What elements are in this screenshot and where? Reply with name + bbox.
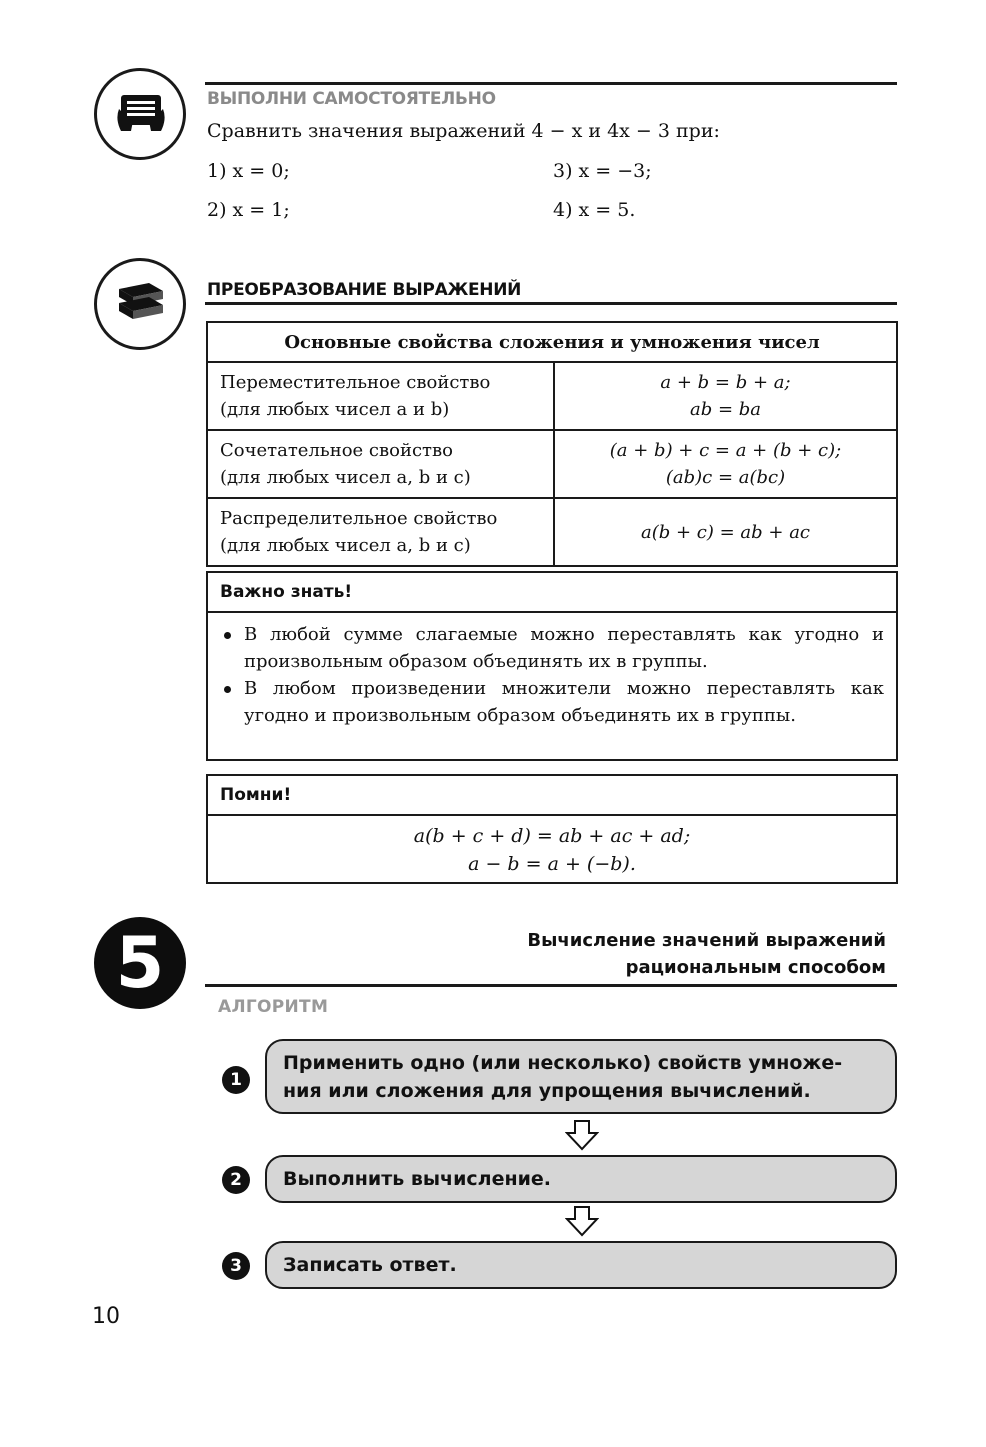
property-condition: (для любых чисел a, b и c) xyxy=(220,535,471,556)
section-rule xyxy=(205,984,897,987)
section-title-practice: ВЫПОЛНИ САМОСТОЯТЕЛЬНО xyxy=(207,89,496,109)
algorithm-step-1 xyxy=(265,1039,897,1114)
property-formula: a(b + c) = ab + ac xyxy=(640,521,811,543)
algorithm-label: АЛГОРИТМ xyxy=(218,997,329,1017)
task-text: Сравнить значения выражений 4 − x и 4x − 3 при: xyxy=(207,120,720,142)
page-number: 10 xyxy=(92,1304,120,1329)
algorithm-step-2 xyxy=(265,1155,897,1203)
section-rule xyxy=(205,302,897,305)
property-formula: (ab)c = a(bc) xyxy=(665,467,786,488)
task-item-4: 4) x = 5. xyxy=(553,199,636,221)
property-condition: (для любых чисел a, b и c) xyxy=(220,467,471,488)
books-icon xyxy=(94,258,186,350)
property-name: Сочетательное свойство xyxy=(220,440,453,461)
property-formula: a + b = b + a; xyxy=(660,372,791,393)
step-marker-3: 3 xyxy=(222,1252,250,1280)
algorithm-step-3 xyxy=(265,1241,897,1289)
down-arrow-icon xyxy=(565,1205,599,1237)
remember-box xyxy=(206,774,898,884)
step-marker-2: 2 xyxy=(222,1166,250,1194)
down-arrow-icon xyxy=(565,1119,599,1151)
section-rule xyxy=(205,82,897,85)
step-marker-1: 1 xyxy=(222,1066,250,1094)
table-row xyxy=(207,362,897,430)
property-name: Распределительное свойство xyxy=(220,508,498,529)
task-item-2: 2) x = 1; xyxy=(207,199,290,221)
table-row xyxy=(207,430,897,498)
step-text: Выполнить вычисление. xyxy=(283,1168,552,1190)
task-item-1: 1) x = 0; xyxy=(207,160,290,182)
section-number-badge: 5 xyxy=(94,917,186,1009)
tablet-hands-icon xyxy=(94,68,186,160)
remember-formula: a(b + c + d) = ab + ac + ad; xyxy=(413,825,691,847)
property-name: Переместительное свойство xyxy=(220,372,491,393)
section-heading xyxy=(527,927,886,981)
remember-formula: a − b = a + (−b). xyxy=(468,853,636,875)
heading-line: Вычисление значений выражений xyxy=(527,930,886,951)
important-list xyxy=(208,613,896,735)
remember-title: Помни! xyxy=(208,776,896,816)
table-header: Основные свойства сложения и умножения чисел xyxy=(207,322,897,362)
step-text: Применить одно (или несколько) свойств умноже-ния или сложения для упрощения вычислений. xyxy=(283,1051,843,1102)
heading-line: рациональным способом xyxy=(625,957,886,978)
important-title: Важно знать! xyxy=(208,573,896,613)
task-item-3: 3) x = −3; xyxy=(553,160,652,182)
property-formula: (a + b) + c = a + (b + c); xyxy=(609,440,842,461)
important-box xyxy=(206,571,898,761)
section-title-transform: ПРЕОБРАЗОВАНИЕ ВЫРАЖЕНИЙ xyxy=(207,280,522,300)
list-item: В любом произведении множители можно переставлять как угодно и произвольным образом объединять их в группы. xyxy=(220,675,884,729)
property-condition: (для любых чисел a и b) xyxy=(220,399,450,420)
table-row xyxy=(207,498,897,566)
properties-table xyxy=(206,321,898,567)
list-item: В любой сумме слагаемые можно переставлять как угодно и произвольным образом объединять их в группы. xyxy=(220,621,884,675)
step-text: Записать ответ. xyxy=(283,1254,457,1276)
property-formula: ab = ba xyxy=(689,399,762,420)
